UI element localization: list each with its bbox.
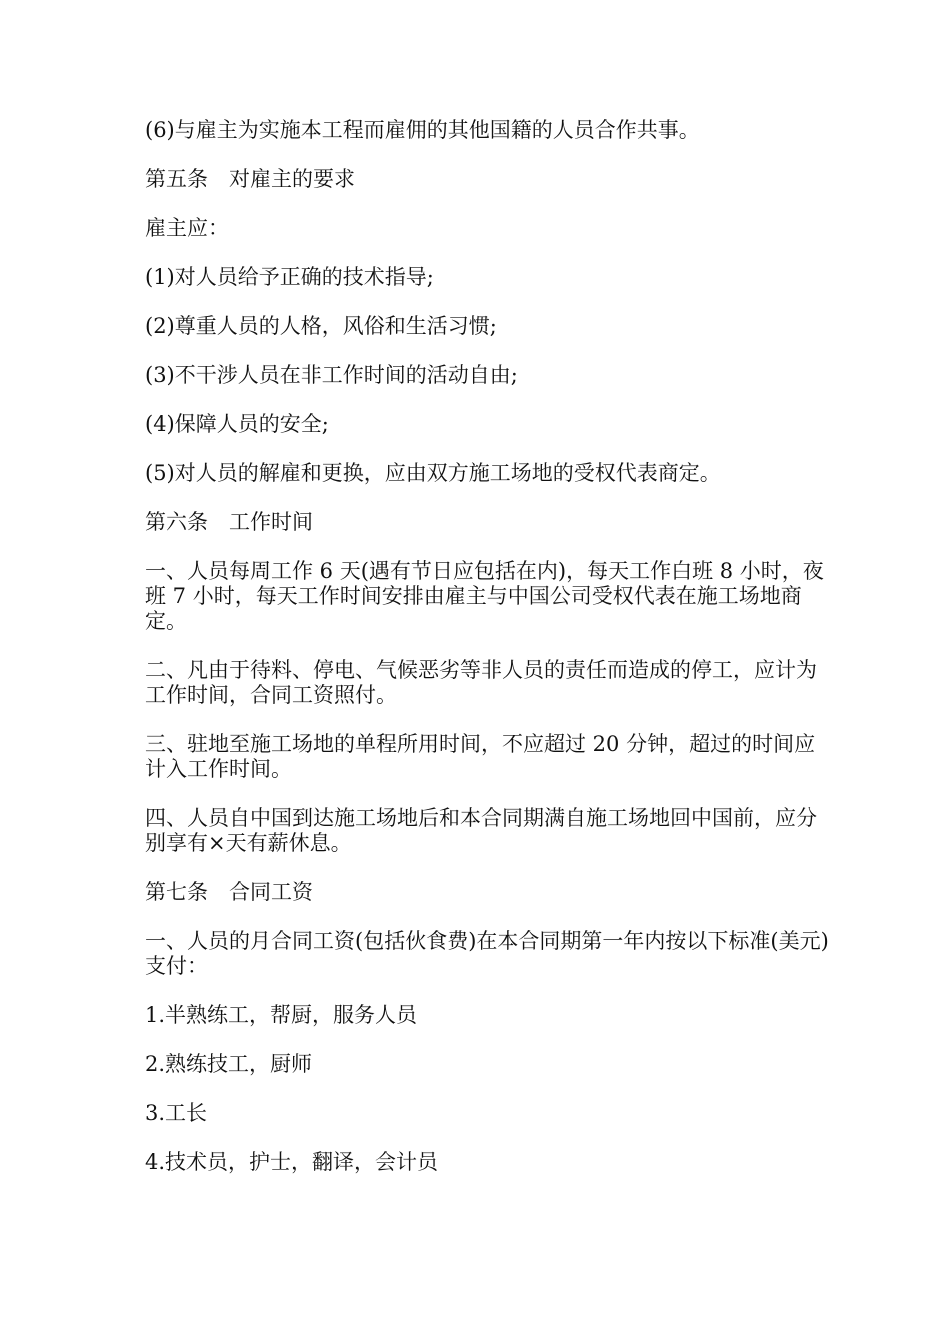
paragraph-work-hours-4: 四、人员自中国到达施工场地后和本合同期满自施工场地回中国前，应分别享有×天有薪休息。: [145, 806, 817, 855]
paragraph-work-hours-2: 二、凡由于待料、停电、气候恶劣等非人员的责任而造成的停工，应计为工作时间，合同工资照付。: [145, 658, 817, 707]
heading-article-6: 第六条 工作时间: [145, 510, 313, 534]
heading-article-7: 第七条 合同工资: [145, 880, 313, 904]
paragraph-employer-shall: 雇主应：: [145, 216, 229, 240]
paragraph-employer-item-1: (1)对人员给予正确的技术指导;: [145, 265, 434, 289]
heading-article-5: 第五条 对雇主的要求: [145, 167, 355, 191]
paragraph-work-hours-1: 一、人员每周工作 6 天(遇有节日应包括在内)，每天工作白班 8 小时，夜班 7 小时，每天工作时间安排由雇主与中国公司受权代表在施工场地商定。: [145, 559, 824, 633]
document-body: [145, 118, 835, 1199]
paragraph-wages-1: 一、人员的月合同工资(包括伙食费)在本合同期第一年内按以下标准(美元)支付：: [145, 929, 829, 978]
paragraph-employer-item-5: (5)对人员的解雇和更换，应由双方施工场地的受权代表商定。: [145, 461, 721, 485]
paragraph-work-hours-3: 三、驻地至施工场地的单程所用时间，不应超过 20 分钟，超过的时间应计入工作时间。: [145, 732, 816, 781]
list-item-wage-grade-2: 2.熟练技工，厨师: [145, 1052, 313, 1076]
paragraph-employer-item-3: (3)不干涉人员在非工作时间的活动自由;: [145, 363, 518, 387]
list-item-wage-grade-3: 3.工长: [145, 1101, 208, 1125]
list-item-wage-grade-4: 4.技术员，护士，翻译，会计员: [145, 1150, 439, 1174]
list-item-wage-grade-1: 1.半熟练工，帮厨，服务人员: [145, 1003, 418, 1027]
paragraph-employer-item-2: (2)尊重人员的人格，风俗和生活习惯;: [145, 314, 497, 338]
paragraph-employer-item-4: (4)保障人员的安全;: [145, 412, 329, 436]
paragraph-clause-4-item-6: (6)与雇主为实施本工程而雇佣的其他国籍的人员合作共事。: [145, 118, 700, 142]
